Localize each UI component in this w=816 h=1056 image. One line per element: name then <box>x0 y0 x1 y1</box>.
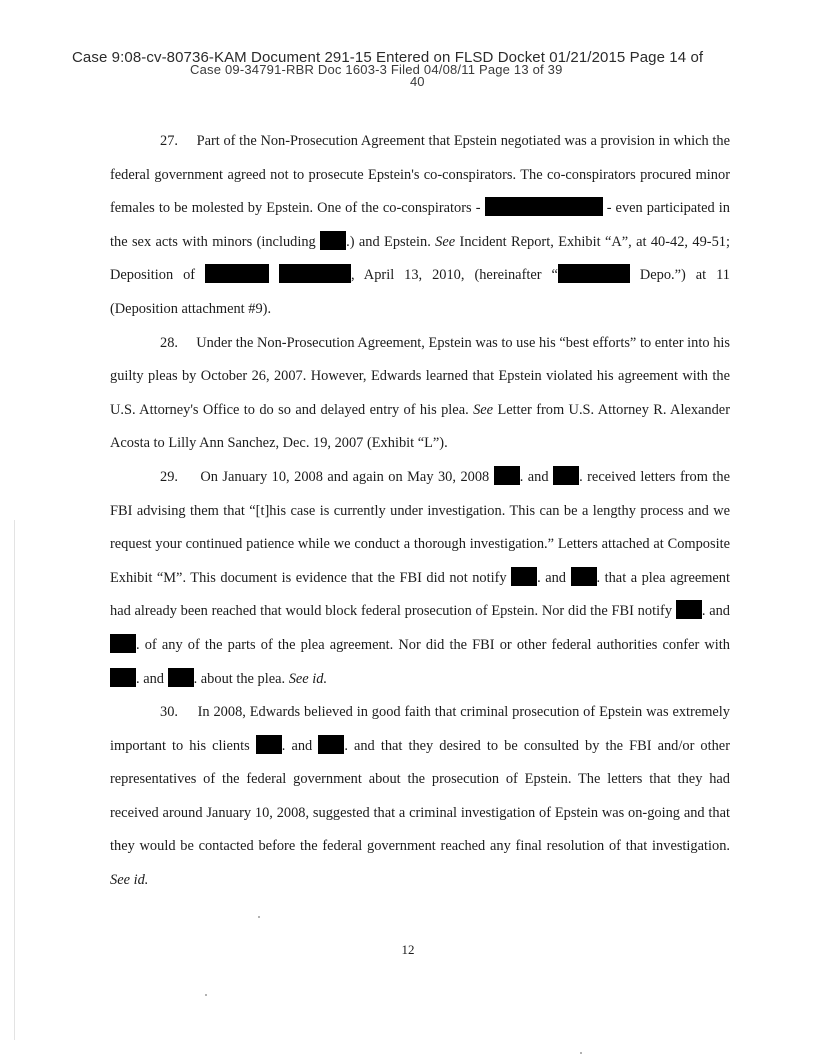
scan-speck <box>205 994 207 996</box>
redaction-box <box>318 735 344 754</box>
paragraph-text: Letter from U.S. Attorney R. Alexander Acosta to Lilly Ann Sanchez, Dec. 19, 2007 (Exhibit “L”). <box>110 401 730 452</box>
redaction-box <box>558 264 630 283</box>
citation-signal: See id. <box>288 670 328 687</box>
document-body <box>110 125 730 898</box>
filing-stamp-line-1: Case 9:08-cv-80736-KAM Document 291-15 Entered on FLSD Docket 01/21/2015 Page 14 of <box>72 49 704 66</box>
paragraph-text: , April 13, 2010, (hereinafter “ <box>351 267 558 284</box>
paragraph-27 <box>110 125 730 327</box>
paragraph-text: Depo.”) at 11 (Deposition attachment #9). <box>110 267 730 317</box>
paragraph-text: Part of the Non-Prosecution Agreement that Epstein negotiated was a provision in which the federal government agreed not to prosecute Epstein's co-conspirators. The co-conspirators procured minor females to be molested by Epstein. One of the co-conspirators - <box>110 133 730 217</box>
paragraph-text: In 2008, Edwards believed in good faith that criminal prosecution of Epstein was extremely important to his clients <box>110 704 730 754</box>
paragraph-number: 27. <box>160 133 178 149</box>
redaction-box <box>320 231 346 250</box>
redaction-box <box>279 264 351 283</box>
paragraph-text: .) and Epstein. <box>346 233 431 250</box>
paragraph-text: . and <box>519 468 549 485</box>
redaction-box <box>205 264 269 283</box>
redaction-box <box>256 735 282 754</box>
redaction-box <box>485 197 603 216</box>
scan-speck <box>580 1052 582 1054</box>
paragraph-text: . and <box>136 670 164 687</box>
redaction-box <box>676 600 702 619</box>
paragraph-29 <box>110 461 730 696</box>
filing-stamp-line-2: Case 09-34791-RBR Doc 1603-3 Filed 04/08/11 Page 13 of 39 <box>190 62 563 77</box>
scan-speck <box>258 916 260 918</box>
paragraph-number: 29. <box>160 468 178 485</box>
paragraph-text: . and <box>281 737 313 754</box>
paragraph-text: Incident Report, Exhibit “A”, at 40-42, 49-51; Deposition of <box>110 233 730 284</box>
paragraph-text: . of any of the parts of the plea agreement. Nor did the FBI or other federal authorities confer with <box>136 636 730 653</box>
paragraph-text: . about the plea. <box>193 670 286 687</box>
paragraph-text: On January 10, 2008 and again on May 30, 2008 <box>200 468 490 485</box>
page-number: 12 <box>401 942 415 957</box>
paragraph-text: Under the Non-Prosecution Agreement, Epstein was to use his “best efforts” to enter into his guilty pleas by October 26, 2007. However, Edwards learned that Epstein violated his agreement with the U.S. Attorney's Office to do so and delayed entry of his plea. <box>110 334 730 418</box>
redaction-box <box>168 668 194 687</box>
redaction-box <box>494 466 520 485</box>
paragraph-text: . received letters from the FBI advising them that “[t]his case is currently under investigation. This can be a lengthy process and we request your continued patience while we conduct a thorough investigation.” Letters attached at Composite Exhibit “M”. This document is evidence that the FBI did not notify <box>110 468 730 586</box>
citation-signal: See <box>435 233 456 250</box>
citation-signal: See <box>473 401 494 418</box>
citation-signal: See id. <box>110 872 149 889</box>
paragraph-number: 28. <box>160 334 178 351</box>
redaction-box <box>110 634 136 653</box>
paragraph-text: . and that they desired to be consulted by the FBI and/or other representatives of the federal government about the prosecution of Epstein. The letters that they had received around January 10, 2008, suggested that a criminal investigation of Epstein was on-going and that they would be contacted before the federal government reached any final resolution of that investigation. <box>110 737 730 855</box>
redaction-box <box>110 668 136 687</box>
filing-stamp-page-total: 40 <box>410 74 425 89</box>
paragraph-number: 30. <box>160 704 178 721</box>
redaction-box <box>571 567 597 586</box>
redaction-box <box>553 466 579 485</box>
paragraph-text: - even participated in the sex acts with minors (including <box>110 200 731 250</box>
redaction-box <box>511 567 537 586</box>
paragraph-28 <box>110 327 730 461</box>
paragraph-text: . and <box>701 603 730 620</box>
paragraph-30 <box>110 696 730 898</box>
paragraph-text: . and <box>537 569 566 586</box>
scan-margin-line <box>14 520 15 1040</box>
paragraph-text: . that a plea agreement had already been reached that would block federal prosecution of Epstein. Nor did the FBI notify <box>110 569 730 620</box>
